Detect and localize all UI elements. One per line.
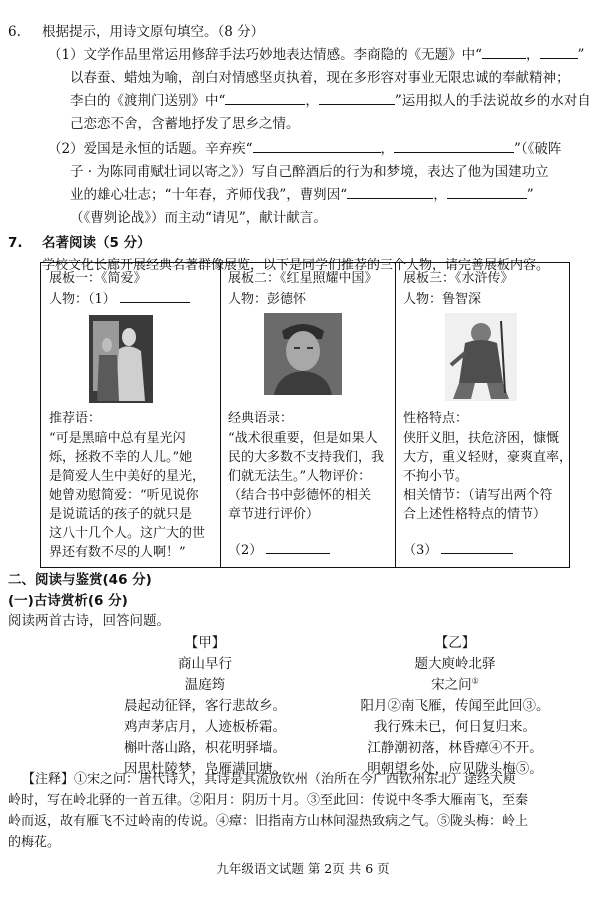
answer-blank[interactable] [447,186,527,199]
notes-line3: 岭而返，故有雁飞不过岭南的传说。④瘴：旧指南方山林间湿热致病之气。⑤陇头梅：岭上 [8,814,529,829]
lu-zhishen-illustration [445,313,517,401]
board-text-line: 是简爱人生中美好的星光， [49,469,206,484]
poem-line: 阳月②南飞雁，传闻至此回③。 [360,697,550,714]
section2-intro: 阅读两首古诗，回答问题。 [8,613,170,629]
poem-line: 鸡声茅店月，人迹板桥霜。 [124,718,286,735]
board-answer [228,541,330,561]
board-text-line: 合上述性格特点的情节） [403,507,547,522]
q6-p1-text: ”运用拟人的手法说故乡的水对自 [394,93,591,109]
notes-line4: 的梅花。 [8,835,61,850]
board-water-margin [395,263,573,567]
q7-intro: 学校文化长廊开展经典名著群像展览，以下是同学们推荐的三个人物，请完善展板内容。 [42,258,550,273]
answer-blank[interactable] [253,140,381,153]
comma: ， [380,141,394,157]
board-text-line: 民的大多数不支持我们，我 [228,450,385,465]
poem-tag: 【乙】 [434,635,476,651]
board-text-line: （结合书中彭德怀的相关 [228,488,372,503]
q7-number: 7. [8,235,23,251]
comma: ， [305,93,319,109]
board-text-line: 们就无法生。”人物评价： [228,469,372,484]
q6-p1-text: （1）文学作品里常运用修辞手法巧妙地表达情感。李商隐的《无题》中“ [48,47,482,63]
board-label: 经典语录： [228,411,294,426]
q6-part2-line4: （《曹刿论战》）而主动“请见”，献计献言。 [70,210,327,226]
answer-number: （3） [403,543,438,558]
comma: ， [433,187,447,203]
answer-blank[interactable] [266,541,330,554]
board-text-line: 大方，重义轻财，豪爽直率， [403,450,573,465]
section2-title: 二、阅读与鉴赏(46 分) [8,572,152,588]
q6-part2-line2: 子 · 为陈同甫赋壮词以寄之》）写自己醉酒后的行为和梦境，表达了他为国建功立 [70,164,549,180]
page-footer: 九年级语文试题 第 2页 共 6 页 [216,861,390,876]
exhibition-boards-table [40,262,573,568]
board-text-line: 她曾劝慰简爱：“听见说你 [49,488,199,503]
q6-part2-line1 [48,139,561,160]
poem-title: 题大庾岭北驿 [414,655,496,672]
poem-line: 晨起动征铎，客行悲故乡。 [124,697,286,714]
q6-p2-text: ”（《破阵 [514,141,562,157]
board-text-line: 不拘小节。 [403,469,469,484]
person-label: 人物：（1） [49,292,116,307]
answer-blank[interactable] [347,186,433,199]
board-text-line: 烁，拯救不幸的人儿。”她 [49,450,193,465]
jane-eyre-illustration [89,315,153,403]
poem-jia [95,633,315,779]
q6-part2-line3 [70,185,534,206]
poem-line: 江静潮初落，林昏瘴④不开。 [367,739,543,756]
q6-part1-line2: 以春蚕、蜡烛为喻，剖白对情感坚贞执着，现在多形容对事业无限忠诚的奉献精神； [70,70,570,86]
board-heading: 展板二：《红星照耀中国》 [228,271,378,286]
board-text-line: 章节进行评价） [228,507,320,522]
q6-part1-line3 [70,91,591,112]
poem-title: 商山早行 [178,655,232,672]
q6-part1-line4: 己恋恋不舍，含蓄地抒发了思乡之情。 [70,116,300,132]
board-heading: 展板一：《简爱》 [49,271,147,286]
quote-mark: ” [526,187,534,203]
answer-blank[interactable] [319,92,395,105]
poem-line: 我行殊未已，何日复归来。 [374,718,536,735]
section2-subtitle: (一)古诗赏析(6 分) [8,593,128,609]
poem-author [345,675,565,696]
answer-number: （2） [228,543,263,558]
q6-number: 6. [8,24,21,40]
answer-blank[interactable] [482,46,526,59]
poem-author: 温庭筠 [184,676,226,693]
board-label: 性格特点： [403,411,469,426]
board-text-line: 侠肝义胆，扶危济困，慷慨 [403,431,560,446]
board-answer [403,541,513,561]
notes-line2: 岭时，写在岭北驿的一首五律。②阳月：阴历十月。③至此回：传说中冬季大雁南飞，至秦 [8,793,529,808]
board-text-line: “可是黑暗中总有星光闪 [49,431,186,446]
board-text-line: 界还有数不尽的人啊！” [49,545,186,560]
poem-line: 因思杜陵梦，凫雁满回塘。 [124,760,286,777]
q6-p2-text: 业的雄心壮志；“十年春，齐师伐我”，曹刿因“ [70,187,348,203]
board-person: 人物：鲁智深 [403,292,482,307]
answer-blank[interactable] [120,290,190,303]
peng-dehuai-portrait [264,313,342,395]
q6-p2-text: （2）爱国是永恒的话题。辛弃疾“ [48,141,253,157]
board-text-line: “战术很重要，但是如果人 [228,431,378,446]
answer-blank[interactable] [540,46,578,59]
answer-blank[interactable] [225,92,305,105]
answer-blank[interactable] [441,541,513,554]
author-name: 宋之问 [431,676,472,693]
board-text-line: 这八十几个人。这广大的世 [49,526,206,541]
board-label: 推荐语： [49,411,102,426]
board-heading: 展板三：《水浒传》 [403,271,514,286]
poem-line: 槲叶落山路，枳花明驿墙。 [124,739,286,756]
comma: ， [526,47,540,63]
notes-line1: 【注释】①宋之问：唐代诗人，其诗是其流放钦州（治所在今广西钦州东北）途经大庾 [22,772,517,787]
poem-tag: 【甲】 [184,635,226,651]
answer-blank[interactable] [394,140,514,153]
board-person: 人物：彭德怀 [228,292,307,307]
q6-part1-line1 [48,45,584,66]
quote-mark: ” [577,47,585,63]
q6-p1-text: 李白的《渡荆门送别》中“ [70,93,226,109]
board-jane-eyre [41,263,221,567]
poem-yi [345,633,565,779]
footnote-marker: ① [471,676,479,686]
board-text-line: 相关情节：（请写出两个符 [403,488,553,503]
board-person [49,290,190,310]
board-text-line: 是说谎话的孩子的就只是 [49,507,193,522]
q6-stem: 根据提示，用诗文原句填空。（8 分） [42,24,265,40]
q7-title: 名著阅读（5 分） [42,235,151,251]
board-red-star [220,263,396,567]
poem-line: 明朝望乡处，应见陇头梅⑤。 [367,760,543,777]
